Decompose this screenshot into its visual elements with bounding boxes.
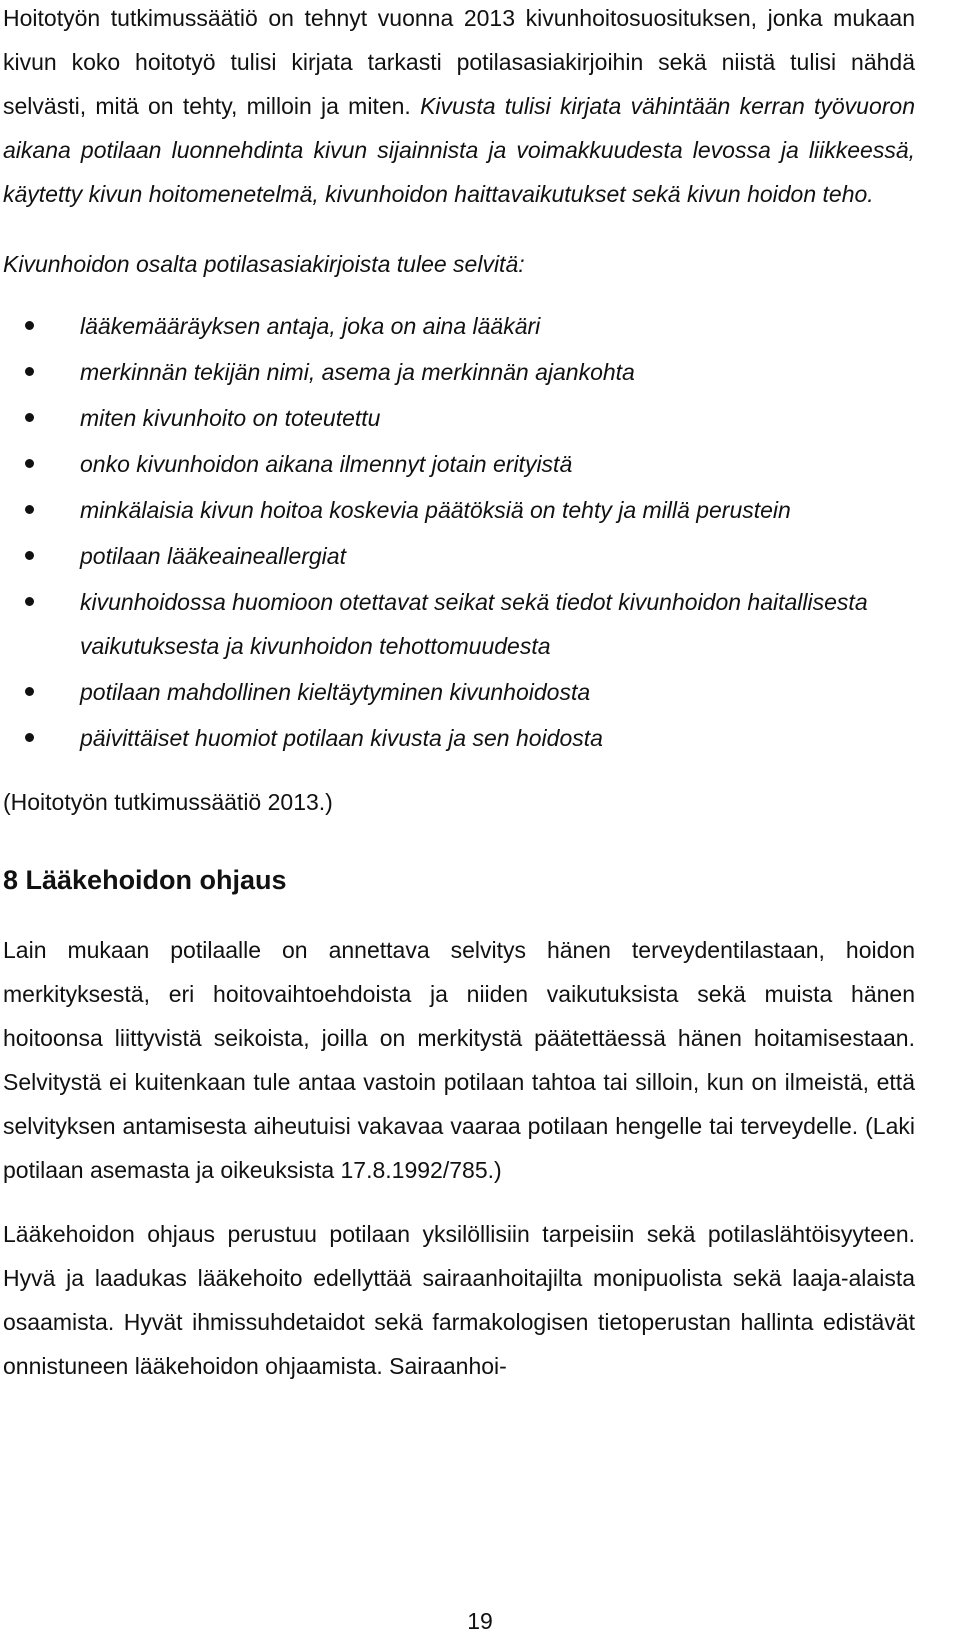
paragraph-medication-guidance: Lääkehoidon ohjaus perustuu potilaan yksilöllisiin tarpeisiin sekä potilaslähtöisyyteen. Hyvä ja laadukas lääkehoito edellyttää sairaanhoitajilta monipuolista sekä laaja-alaista osaamista. Hyvät ihmissuhdetaidot sekä farmakologisen tietoperustan hallinta edistävät onnistuneen lääkehoidon ohjaamista. Sairaanhoi-: [3, 1221, 915, 1379]
section-heading: 8 Lääkehoidon ohjaus: [3, 865, 287, 895]
list-item: miten kivunhoito on toteutettu: [3, 396, 915, 440]
list-item: kivunhoidossa huomioon otettavat seikat sekä tiedot kivunhoidon haitallisesta vaikutuksesta ja kivunhoidon tehottomuudesta: [3, 580, 915, 668]
list-item: potilaan lääkeaineallergiat: [3, 534, 915, 578]
paragraph-pain-recommendation: [3, 0, 915, 216]
list-item: merkinnän tekijän nimi, asema ja merkinnän ajankohta: [3, 350, 915, 394]
list-item: minkälaisia kivun hoitoa koskevia päätöksiä on tehty ja millä perustein: [3, 488, 915, 532]
list-item: päivittäiset huomiot potilaan kivusta ja sen hoidosta: [3, 716, 915, 760]
bullet-icon: [25, 597, 34, 606]
bullet-icon: [25, 687, 34, 696]
bullet-icon: [25, 413, 34, 422]
bullet-icon: [25, 505, 34, 514]
paragraph-italic-text: Kivusta tulisi kirjata vähintään kerran työvuoron aikana potilaan luonnehdinta kivun sijainnista ja voimakkuudesta levossa ja liikkeessä, käytetty kivun hoitomenetelmä, kivunhoidon haittavaikutukset sekä kivun hoidon teho.: [3, 93, 916, 207]
citation: (Hoitotyön tutkimussäätiö 2013.): [3, 789, 333, 815]
paragraph-law: Lain mukaan potilaalle on annettava selvitys hänen terveydentilastaan, hoidon merkityksestä, eri hoitovaihtoehdoista ja niiden vaikutuksista sekä muista hänen hoitoonsa liittyvistä seikoista, joilla on merkitystä päätettäessä hänen hoitamisestaan. Selvitystä ei kuitenkaan tule antaa vastoin potilaan tahtoa tai silloin, kun on ilmeistä, että selvityksen antamisesta aiheutuisi vakavaa vaaraa potilaan hengelle tai terveydelle. (Laki potilaan asemasta ja oikeuksista 17.8.1992/785.): [3, 937, 915, 1183]
bullet-icon: [25, 551, 34, 560]
page-number: 19: [467, 1608, 493, 1634]
bullet-icon: [25, 733, 34, 742]
bullet-icon: [25, 367, 34, 376]
document-page: [3, 0, 915, 1388]
list-item: potilaan mahdollinen kieltäytyminen kivunhoidosta: [3, 670, 915, 714]
paragraph-normal-text: Hoitotyön tutkimussäätiö on tehnyt vuonna 2013 kivunhoitosuosituksen, jonka mukaan kivun koko hoitotyö tulisi kirjata tarkasti potilasasiakirjoihin sekä niistä tulisi nähdä selvästi, mitä on tehty, milloin ja miten.: [3, 5, 915, 119]
list-item: lääkemääräyksen antaja, joka on aina lääkäri: [3, 304, 915, 348]
bullet-icon: [25, 459, 34, 468]
list-intro: Kivunhoidon osalta potilasasiakirjoista tulee selvitä:: [3, 251, 525, 277]
documentation-bullet-list: [3, 304, 915, 760]
bullet-icon: [25, 321, 34, 330]
list-item: onko kivunhoidon aikana ilmennyt jotain erityistä: [3, 442, 915, 486]
